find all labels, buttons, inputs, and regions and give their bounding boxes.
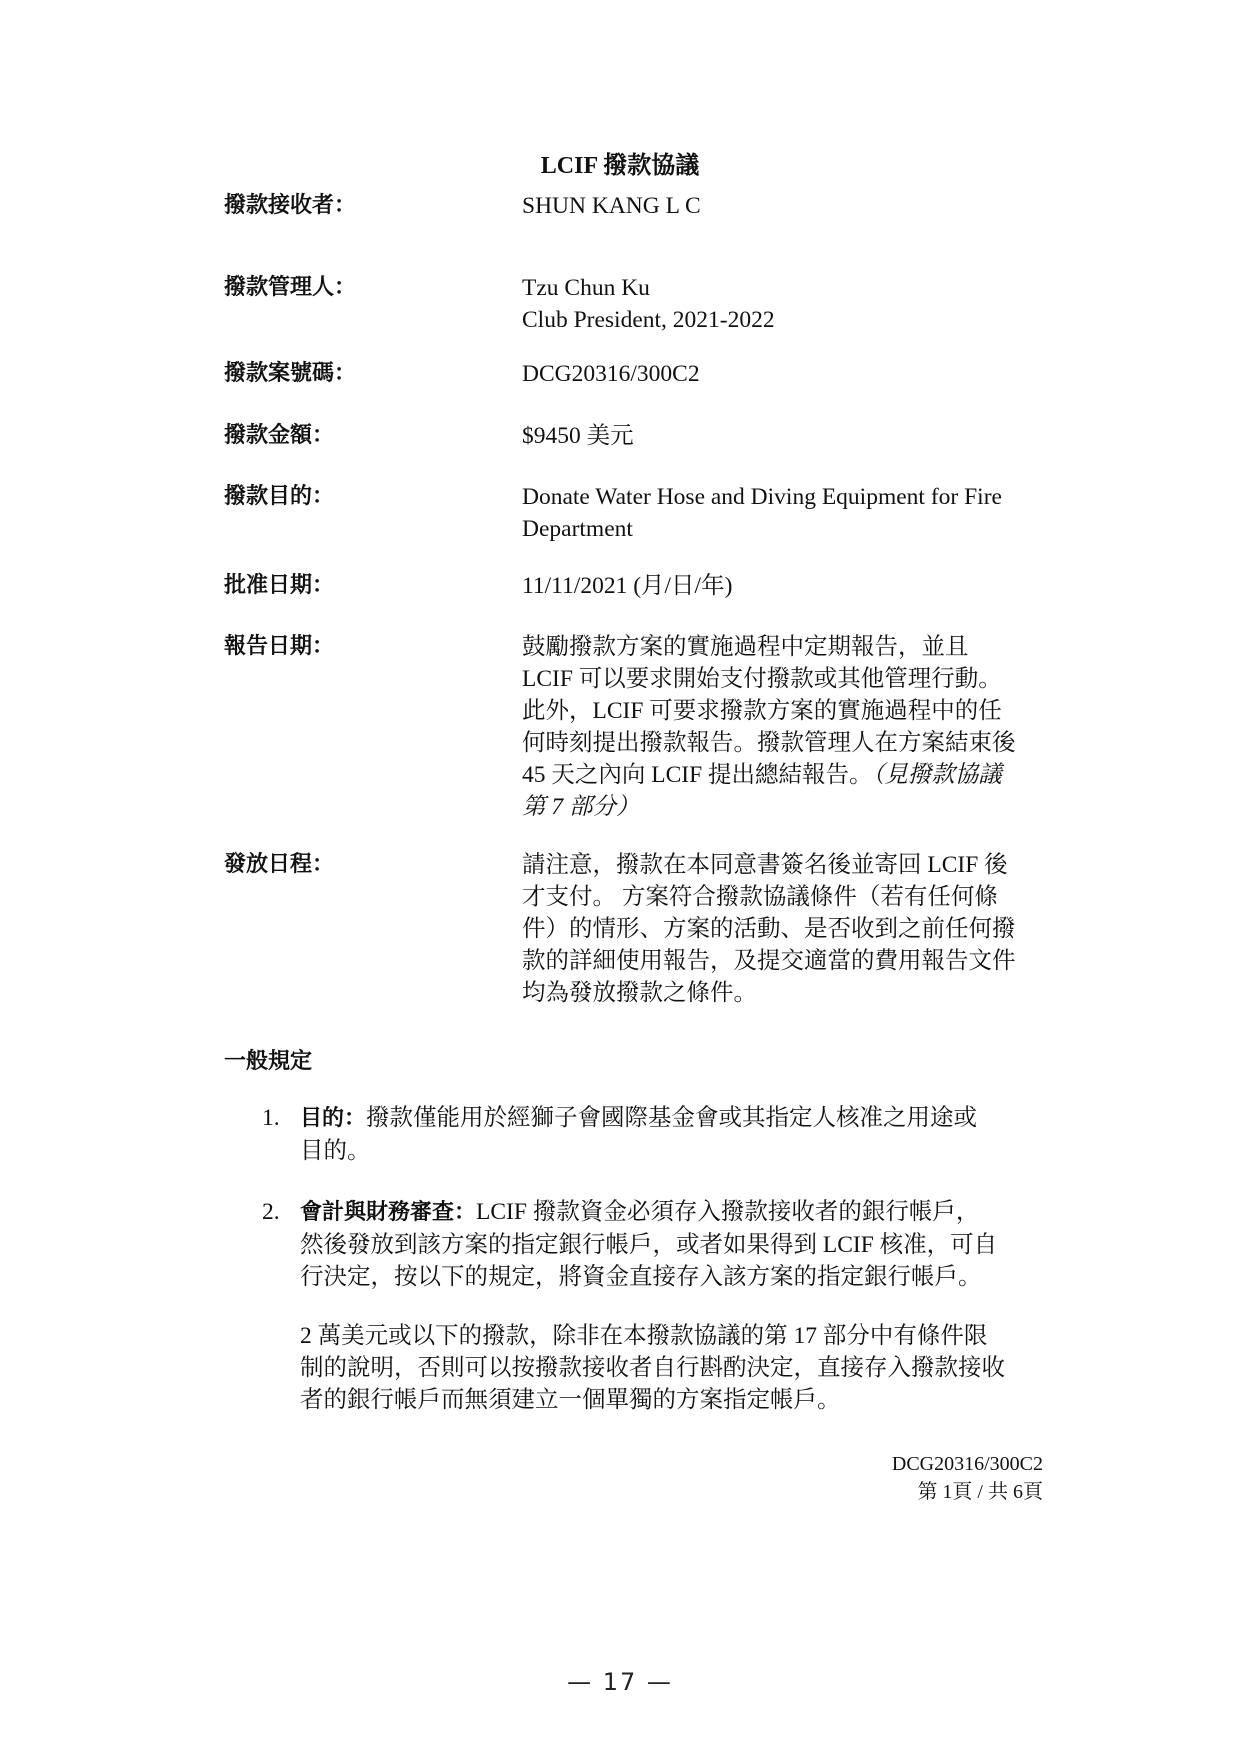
field-value-line: 款的詳細使用報告，及提交適當的費用報告文件 <box>522 948 1016 974</box>
field-label: 撥款金額： <box>224 423 335 448</box>
field-value-line: 才支付。 方案符合撥款協議條件（若有任何條 <box>522 884 998 910</box>
field-value <box>522 420 1052 452</box>
document-title: LCIF 撥款協議 <box>540 153 700 179</box>
field-value-line: 件）的情形、方案的活動、是否收到之前任何撥 <box>522 916 1016 942</box>
field-value <box>522 570 1052 602</box>
field-value-line: 何時刻提出撥款報告。撥款管理人在方案結束後 <box>522 730 1016 756</box>
field-label: 撥款接收者： <box>224 193 357 218</box>
field-value-line: Department <box>522 516 633 542</box>
field-value-line <box>522 759 1052 791</box>
field-value-line: 均為發放撥款之條件。 <box>522 980 757 1006</box>
page-number: — 17 — <box>567 1668 673 1696</box>
field-label: 撥款管理人： <box>224 275 357 300</box>
clause-term: 目的： <box>300 1106 367 1131</box>
report-reference: （見撥款協議 <box>872 762 1002 788</box>
field-label: 撥款目的： <box>224 484 335 509</box>
section-heading: 一般規定 <box>224 1049 313 1074</box>
clause-line <box>300 1102 1060 1135</box>
field-label: 批准日期： <box>224 573 335 598</box>
field-value-line: 此外，LCIF 可要求撥款方案的實施過程中的任 <box>522 698 1002 724</box>
sub-paragraph-line: 制的說明，否則可以按撥款接收者自行斟酌決定，直接存入撥款接收 <box>300 1355 1005 1381</box>
field-value-line: 11/11/2021 (月/日/年) <box>522 573 733 599</box>
clause-line <box>300 1196 1060 1229</box>
clause-body <box>300 1102 1060 1167</box>
clause-body <box>300 1196 1060 1293</box>
field-label: 報告日期： <box>224 634 335 659</box>
field-value <box>522 272 1052 336</box>
field-label: 發放日程： <box>224 852 335 877</box>
footer-reference-block <box>892 1450 1043 1506</box>
field-value <box>522 849 1052 1009</box>
clause-number: 1. <box>262 1105 280 1131</box>
field-value-line: 第 7 部分） <box>522 794 640 820</box>
clause-line: 目的。 <box>300 1138 371 1164</box>
field-value-line: Tzu Chun Ku <box>522 275 650 301</box>
clause-term: 會計與財務審查： <box>300 1200 477 1225</box>
field-value <box>522 631 1052 823</box>
sub-paragraph-line: 者的銀行帳戶而無須建立一個單獨的方案指定帳戶。 <box>300 1387 841 1413</box>
clause-text: 撥款僅能用於經獅子會國際基金會或其指定人核准之用途或 <box>366 1105 978 1131</box>
field-value <box>522 481 1052 545</box>
field-value-line: $9450 美元 <box>522 423 634 449</box>
field-value <box>522 358 1052 390</box>
clause-line: 行決定，按以下的規定，將資金直接存入該方案的指定銀行帳戶。 <box>300 1264 982 1290</box>
footer-reference: DCG20316/300C2 <box>891 1453 1043 1475</box>
field-value-line: 請注意，撥款在本同意書簽名後並寄回 LCIF 後 <box>522 852 1008 878</box>
field-value-line: Donate Water Hose and Diving Equipment for Fire <box>522 484 1002 510</box>
field-value-line: LCIF 可以要求開始支付撥款或其他管理行動。 <box>522 666 1002 692</box>
footer-page-of: 第 1頁 / 共 6頁 <box>917 1481 1043 1503</box>
clause-number: 2. <box>262 1199 280 1225</box>
clause-sub-paragraph <box>300 1320 1060 1416</box>
field-value-line: Club President, 2021-2022 <box>522 307 775 333</box>
field-value-line: SHUN KANG L C <box>522 193 701 219</box>
clause-text: LCIF 撥款資金必須存入撥款接收者的銀行帳戶， <box>476 1199 980 1225</box>
field-value <box>522 190 1052 222</box>
field-label: 撥款案號碼： <box>224 361 357 386</box>
field-value-line: DCG20316/300C2 <box>522 361 700 387</box>
report-text: 45 天之內向 LCIF 提出總結報告。 <box>522 762 873 788</box>
sub-paragraph-line: 2 萬美元或以下的撥款，除非在本撥款協議的第 17 部分中有條件限 <box>300 1323 988 1349</box>
clause-line: 然後發放到該方案的指定銀行帳戶，或者如果得到 LCIF 核准，可自 <box>300 1232 998 1258</box>
field-value-line: 鼓勵撥款方案的實施過程中定期報告，並且 <box>522 634 969 660</box>
